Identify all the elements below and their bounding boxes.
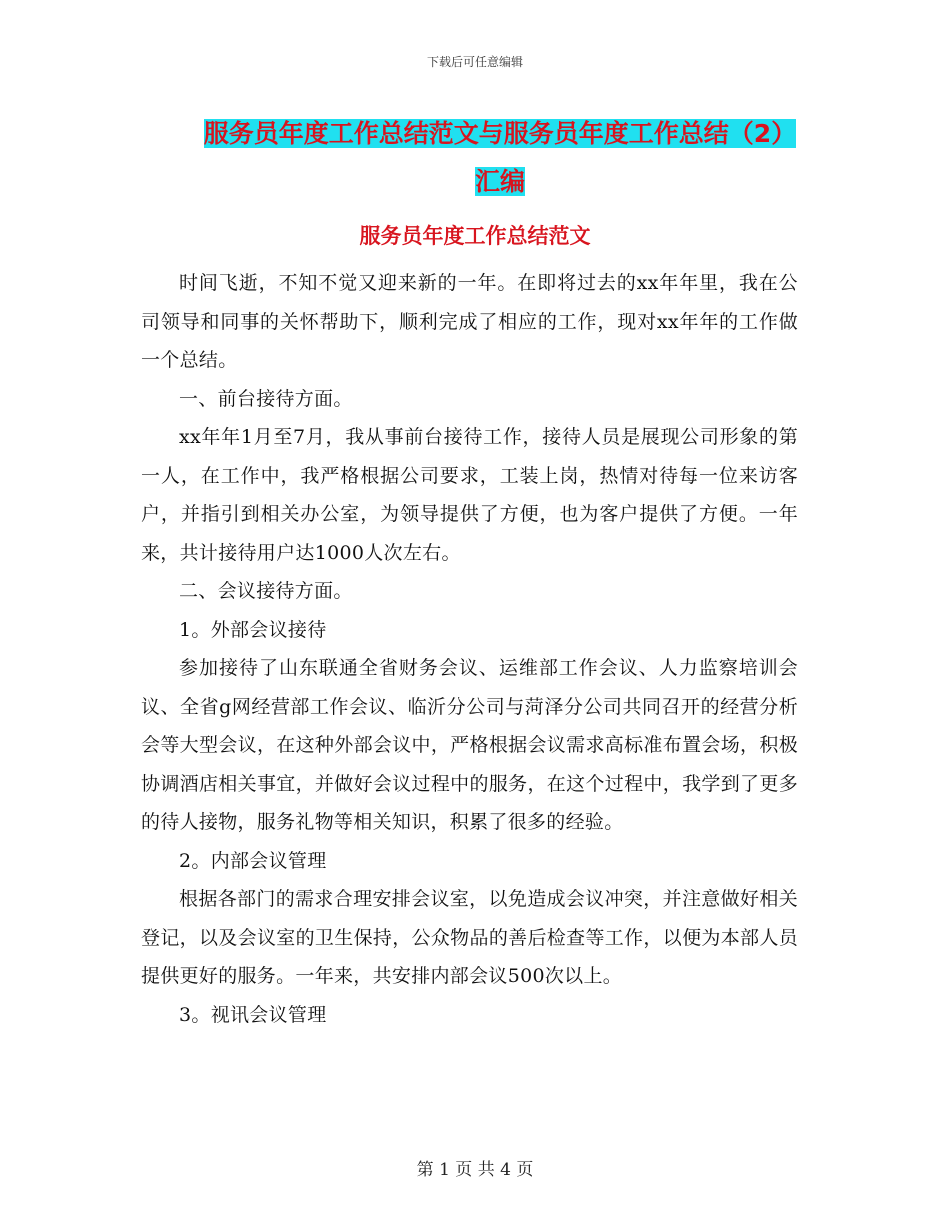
document-body xyxy=(141,264,798,1034)
paragraph: 参加接待了山东联通全省财务会议、运维部工作会议、人力监察培训会议、全省g网经营部工作会议、临沂分公司与菏泽分公司共同召开的经营分析会等大型会议，在这种外部会议中，严格根据会议需求高标准布置会场，积极协调酒店相关事宜，并做好会议过程中的服务，在这个过程中，我学到了更多的待人接物，服务礼物等相关知识，积累了很多的经验。 xyxy=(141,657,798,833)
document-title xyxy=(140,110,860,206)
title-line-1: 服务员年度工作总结范文与服务员年度工作总结（2） xyxy=(203,119,797,148)
paragraph: 时间飞逝，不知不觉又迎来新的一年。在即将过去的xx年年里，我在公司领导和同事的关怀帮助下，顺利完成了相应的工作，现对xx年年的工作做一个总结。 xyxy=(141,272,798,371)
paragraph: xx年年1月至7月，我从事前台接待工作，接待人员是展现公司形象的第一人，在工作中，我严格根据公司要求，工装上岗，热情对待每一位来访客户，并指引到相关办公室，为领导提供了方便，也为客户提供了方便。一年来，共计接待用户达1000人次左右。 xyxy=(141,426,798,564)
paragraph: 3。视讯会议管理 xyxy=(179,1003,327,1026)
paragraph: 根据各部门的需求合理安排会议室，以免造成会议冲突，并注意做好相关登记，以及会议室的卫生保持，公众物品的善后检查等工作，以便为本部人员提供更好的服务。一年来，共安排内部会议500次以上。 xyxy=(141,888,798,987)
paragraph: 2。内部会议管理 xyxy=(179,849,327,872)
paragraph: 一、前台接待方面。 xyxy=(179,387,353,410)
paragraph: 二、会议接待方面。 xyxy=(179,580,353,602)
section-subtitle: 服务员年度工作总结范文 xyxy=(359,224,591,248)
title-line-2: 汇编 xyxy=(474,167,525,196)
paragraph: 1。外部会议接待 xyxy=(179,618,327,641)
page-footer: 第 1 页 共 4 页 xyxy=(416,1160,534,1180)
header-note: 下载后可任意编辑 xyxy=(426,55,523,69)
